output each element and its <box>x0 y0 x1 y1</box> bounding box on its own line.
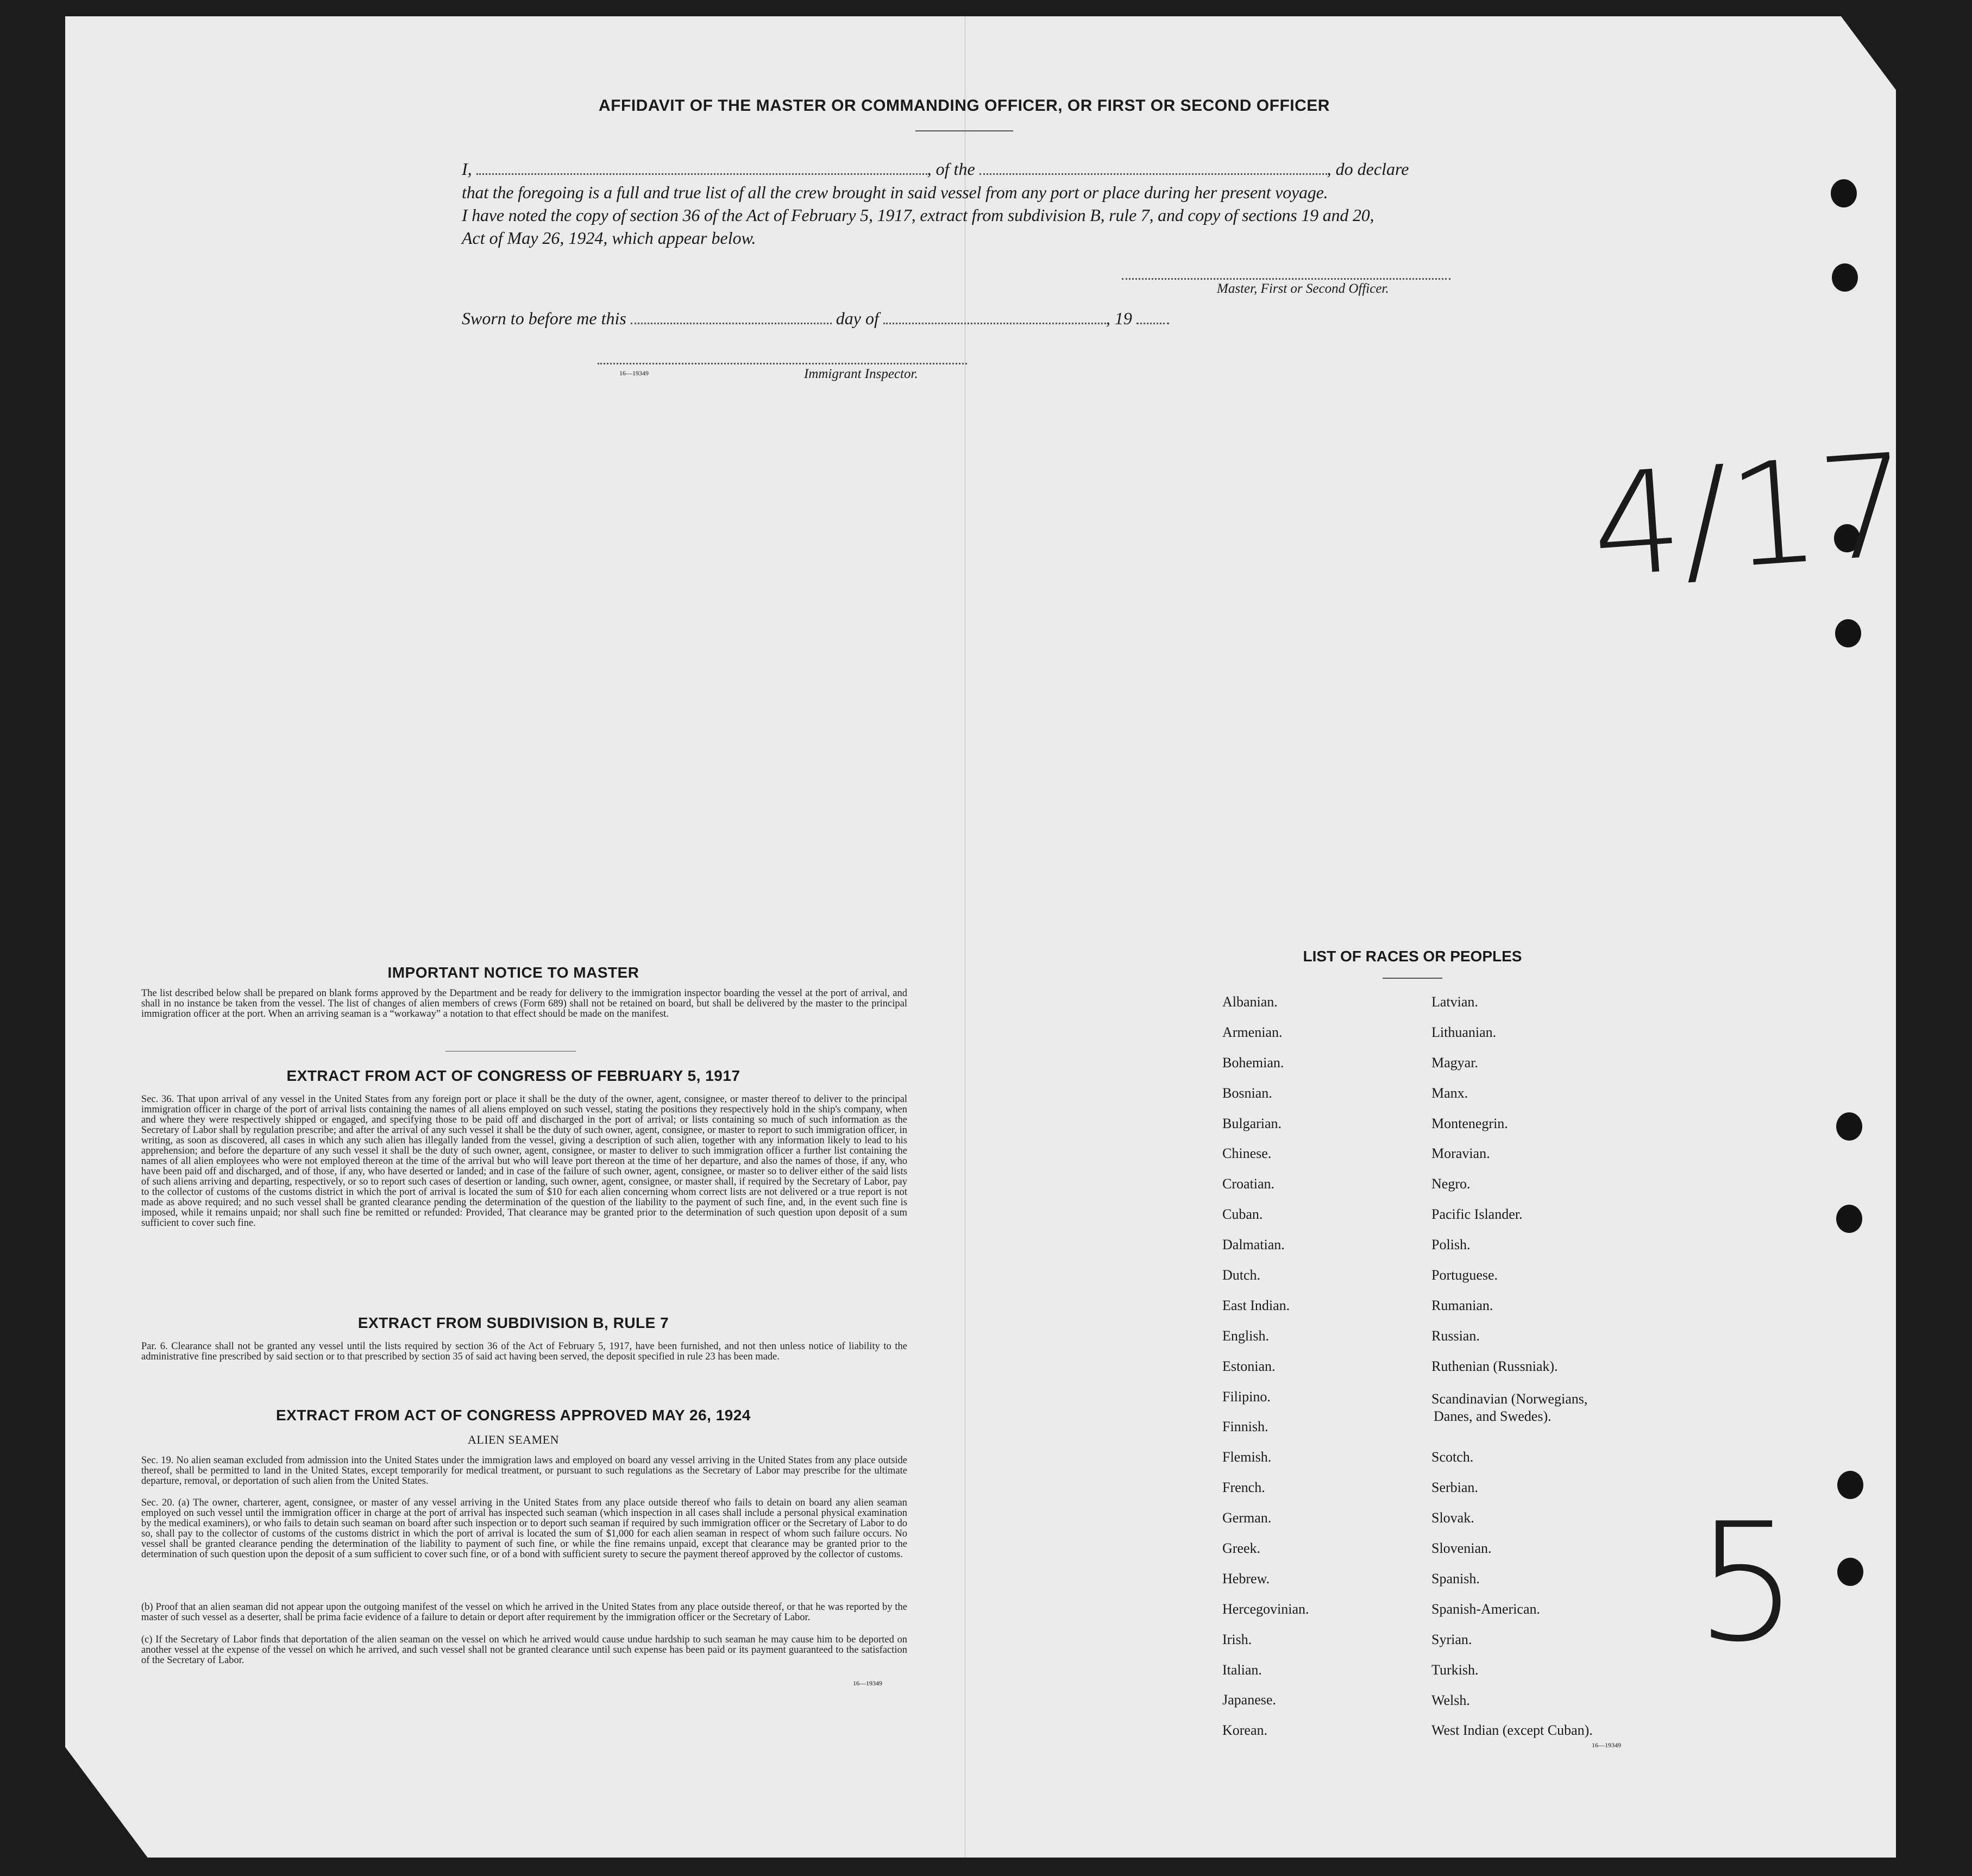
list-item: Rumanian. <box>1431 1297 1493 1313</box>
inspector-label: Immigrant Inspector. <box>804 367 918 381</box>
extract-1924-sec20b: (b) Proof that an alien seaman did not appear upon the outgoing manifest of the vessel on which he arrived in the United States from any place outside thereof, or that he was reported by the master of such vessel as a deserter, shall be prima facie evidence of a failure to detain or deport after requirement by the immigration officer or the Secretary of Labor. <box>141 1602 907 1623</box>
form-number: 16—19349 <box>619 369 649 377</box>
sworn-year-blank[interactable] <box>1136 310 1169 324</box>
list-item: Dalmatian. <box>1222 1237 1285 1253</box>
list-item: Danes, and Swedes). <box>1434 1408 1552 1424</box>
affidavit-line-4: Act of May 26, 1924, which appear below. <box>462 228 756 248</box>
affidavit-title: AFFIDAVIT OF THE MASTER OR COMMANDING OFFICER, OR FIRST OR SECOND OFFICER <box>599 97 1330 115</box>
list-item: Polish. <box>1431 1237 1471 1253</box>
list-item: Hercegovinian. <box>1222 1601 1309 1617</box>
master-signature-label: Master, First or Second Officer. <box>1217 281 1389 296</box>
list-item: Bosnian. <box>1222 1085 1272 1101</box>
notice-title: IMPORTANT NOTICE TO MASTER <box>387 964 639 981</box>
extract-1917-title: EXTRACT FROM ACT OF CONGRESS OF FEBRUARY 5, 1917 <box>286 1067 740 1084</box>
list-item: Albanian. <box>1222 994 1278 1010</box>
list-item: Bohemian. <box>1222 1054 1284 1071</box>
punch-hole <box>1837 1558 1863 1586</box>
affidavit-i: I, <box>462 159 472 179</box>
divider <box>915 130 1013 131</box>
list-item: Turkish. <box>1431 1661 1479 1678</box>
document-sheet <box>65 16 1896 1858</box>
punch-hole <box>1835 619 1861 647</box>
name-blank[interactable] <box>476 160 927 175</box>
list-item: Croatian. <box>1222 1176 1275 1192</box>
handwritten-annotation: 5 <box>1695 1488 1799 1678</box>
races-left-column <box>1222 994 1309 1753</box>
list-item: Armenian. <box>1222 1024 1283 1040</box>
sworn-month-blank[interactable] <box>883 310 1106 324</box>
sworn-prefix: Sworn to before me this <box>462 309 626 328</box>
extract-1924-sec20c: (c) If the Secretary of Labor finds that deportation of the alien seaman on the vessel on which he arrived would cause undue hardship to such seaman he may cause him to be deported on another vessel at the expense of the vessel on which he arrived, and such vessel shall not be granted clearance until such expense has been paid or its payment guaranteed to the satisfaction of the Secretary of Labor. <box>141 1634 907 1666</box>
list-item: Filipino. <box>1222 1388 1271 1405</box>
list-item: Finnish. <box>1222 1419 1268 1435</box>
list-item: Bulgarian. <box>1222 1115 1282 1131</box>
list-item: Manx. <box>1431 1085 1468 1101</box>
sworn-date-blank[interactable] <box>631 310 832 324</box>
sworn-line <box>462 307 1472 330</box>
list-item: Japanese. <box>1222 1692 1276 1708</box>
inspector-signature-line[interactable] <box>598 363 967 364</box>
vessel-blank[interactable] <box>979 160 1327 175</box>
list-item: Russian. <box>1431 1327 1480 1344</box>
list-item: Greek. <box>1222 1540 1261 1557</box>
list-item: Hebrew. <box>1222 1570 1270 1587</box>
list-item: Moravian. <box>1431 1145 1490 1162</box>
affidavit-line-1 <box>462 158 1472 180</box>
punch-hole <box>1836 1112 1862 1141</box>
punch-hole <box>1836 1205 1862 1233</box>
handwritten-annotation: 4/17 <box>1586 424 1914 609</box>
punch-hole <box>1832 263 1858 292</box>
list-item: Ruthenian (Russniak). <box>1431 1358 1558 1374</box>
extract-1924-sec20a: Sec. 20. (a) The owner, charterer, agent, consignee, or master of any vessel arriving in the United States from any place outside thereof who fails to detain on board any alien seaman employed on such vessel until the immigration officer in charge at the port of arrival has inspected such seaman (which inspection in all cases shall include a personal physical examination by the medical examiners), or who fails to detain such seaman on board after such inspection or to deport such seaman if required by such immigration officer or the Secretary of Labor to do so, shall pay to the collector of customs of the customs district in which the port of arrival is located the sum of $1,000 for each alien seaman in respect of whom such failure occurs. No vessel shall be granted clearance pending the determination of the liability to payment of such fine, or while the fine remains unpaid, except that clearance may be granted prior to the determination of such question upon the deposit of a sum sufficient to cover such fine, or of a bond with sufficient surety to secure the payment thereof approved by the collector of customs. <box>141 1497 907 1560</box>
sworn-day-of: day of <box>836 309 879 328</box>
list-item: Pacific Islander. <box>1431 1206 1523 1223</box>
punch-hole <box>1837 1471 1863 1499</box>
list-item: English. <box>1222 1327 1269 1344</box>
list-item: Estonian. <box>1222 1358 1276 1374</box>
list-item: Latvian. <box>1431 994 1478 1010</box>
list-item: Flemish. <box>1222 1449 1272 1465</box>
list-item: Scandinavian (Norwegians, <box>1431 1390 1588 1407</box>
list-item: West Indian (except Cuban). <box>1431 1722 1593 1739</box>
list-item: Korean. <box>1222 1722 1268 1739</box>
list-item: Chinese. <box>1222 1145 1272 1162</box>
list-item: Irish. <box>1222 1631 1252 1647</box>
sworn-year: , 19 <box>1106 309 1132 328</box>
affidavit-declare: , do declare <box>1327 159 1409 179</box>
form-number: 16—19349 <box>1592 1741 1621 1749</box>
affidavit-line-3: I have noted the copy of section 36 of the Act of February 5, 1917, extract from subdivision B, rule 7, and copy of sections 19 and 20, <box>462 205 1374 225</box>
list-item: Italian. <box>1222 1661 1262 1678</box>
list-item: Dutch. <box>1222 1267 1261 1283</box>
notice-body: The list described below shall be prepared on blank forms approved by the Department and be ready for delivery to the immigration inspector boarding the vessel at the port of arrival, and shall in no instance be taken from the vessel. The list of changes of alien members of crews (Form 689) shall not be retained on board, but shall be delivered by the master to the principal immigration officer at the port. When an arriving seaman is a “workaway” a notation to that effect should be made on the manifest. <box>141 988 907 1019</box>
list-item: Slovak. <box>1431 1510 1474 1526</box>
extract-1924-subtitle: ALIEN SEAMEN <box>468 1433 559 1446</box>
center-fold <box>964 16 966 1858</box>
extract-rule7-title: EXTRACT FROM SUBDIVISION B, RULE 7 <box>357 1314 669 1331</box>
list-item: Montenegrin. <box>1431 1115 1508 1131</box>
list-item: Negro. <box>1431 1176 1471 1192</box>
races-list-title: LIST OF RACES OR PEOPLES <box>1303 948 1522 965</box>
extract-rule7-body: Par. 6. Clearance shall not be granted any vessel until the lists required by section 36 of the Act of February 5, 1917, have been furnished, and not then unless notice of liability to the administrative fine prescribed by said section or to that prescribed by section 35 of said act having been served, the deposit specified in rule 23 has been made. <box>141 1341 907 1362</box>
races-right-column <box>1431 994 1593 1753</box>
list-item: Serbian. <box>1431 1480 1478 1496</box>
list-item: Scotch. <box>1431 1449 1474 1465</box>
list-item: Cuban. <box>1222 1206 1263 1223</box>
affidavit-of-the: , of the <box>927 159 975 179</box>
form-number: 16—19349 <box>853 1679 882 1687</box>
extract-1924-title: EXTRACT FROM ACT OF CONGRESS APPROVED MAY 26, 1924 <box>276 1407 751 1424</box>
list-item: Spanish-American. <box>1431 1601 1541 1617</box>
list-item: East Indian. <box>1222 1297 1290 1313</box>
list-item: Slovenian. <box>1431 1540 1492 1557</box>
list-item: Syrian. <box>1431 1631 1472 1647</box>
list-item: Magyar. <box>1431 1054 1478 1071</box>
divider <box>1383 978 1442 979</box>
divider <box>445 1051 576 1052</box>
affidavit-line-2: that the foregoing is a full and true list of all the crew brought in said vessel from any port or place during her present voyage. <box>462 182 1328 202</box>
list-item: Welsh. <box>1431 1692 1470 1708</box>
list-item: French. <box>1222 1480 1265 1496</box>
extract-1924-sec19: Sec. 19. No alien seaman excluded from admission into the United States under the immigration laws and employed on board any vessel arriving in the United States from any place outside thereof, shall be permitted to land in the United States, except temporarily for medical treatment, or pursuant to such regulations as the Secretary of Labor may prescribe for the ultimate departure, removal, or deportation of such alien from the United States. <box>141 1455 907 1487</box>
punch-hole <box>1831 179 1857 207</box>
list-item: Portuguese. <box>1431 1267 1498 1283</box>
extract-1917-body: Sec. 36. That upon arrival of any vessel in the United States from any foreign port or place it shall be the duty of the owner, agent, consignee, or master thereof to deliver to the principal immigration officer in charge of the port of arrival lists containing the names of all aliens employed on such vessel, stating the positions they respectively hold in the ship's company, when and where they were respectively shipped or engaged, and specifying those to be paid off and discharged in the port of arrival; or lists containing so much of such information as the Secretary of Labor shall by regulation prescribe; and after the arrival of any such vessel it shall be the duty of such owner, agent, consignee, or master to report to such immigration officer, in writing, as soon as discovered, all cases in which any such alien has illegally landed from the vessel, giving a description of such alien, together with any information likely to lead to his apprehension; and before the departure of any such vessel it shall be the duty of such owner, agent, consignee, or master to deliver to such immigration officer a further list containing the names of all alien employees who were not employed thereon at the time of the arrival but who will leave port thereon at the time of her departure, and also the names of those, if any, who have been paid off and discharged, and of those, if any, who have deserted or landed; and in case of the failure of such owner, agent, consignee, or master so to deliver either of the said lists of such aliens arriving and departing, respectively, or so to report such cases of desertion or landing, such owner, agent, consignee, or master shall, if required by the Secretary of Labor, pay to the collector of customs of the customs district in which the port of arrival is located the sum of $10 for each alien concerning whom correct lists are not delivered or a true report is not made as above required; and no such vessel shall be granted clearance pending the determination of the question of the liability to the payment of such fine, and, in the event such fine is imposed, while it remains unpaid; nor shall such fine be remitted or refunded: Provided, That clearance may be granted prior to the determination of such question upon deposit of a sum sufficient to cover such fine. <box>141 1094 907 1229</box>
list-item: Lithuanian. <box>1431 1024 1497 1040</box>
list-item: Spanish. <box>1431 1570 1480 1587</box>
list-item: German. <box>1222 1510 1272 1526</box>
master-signature-line[interactable] <box>1122 278 1450 280</box>
